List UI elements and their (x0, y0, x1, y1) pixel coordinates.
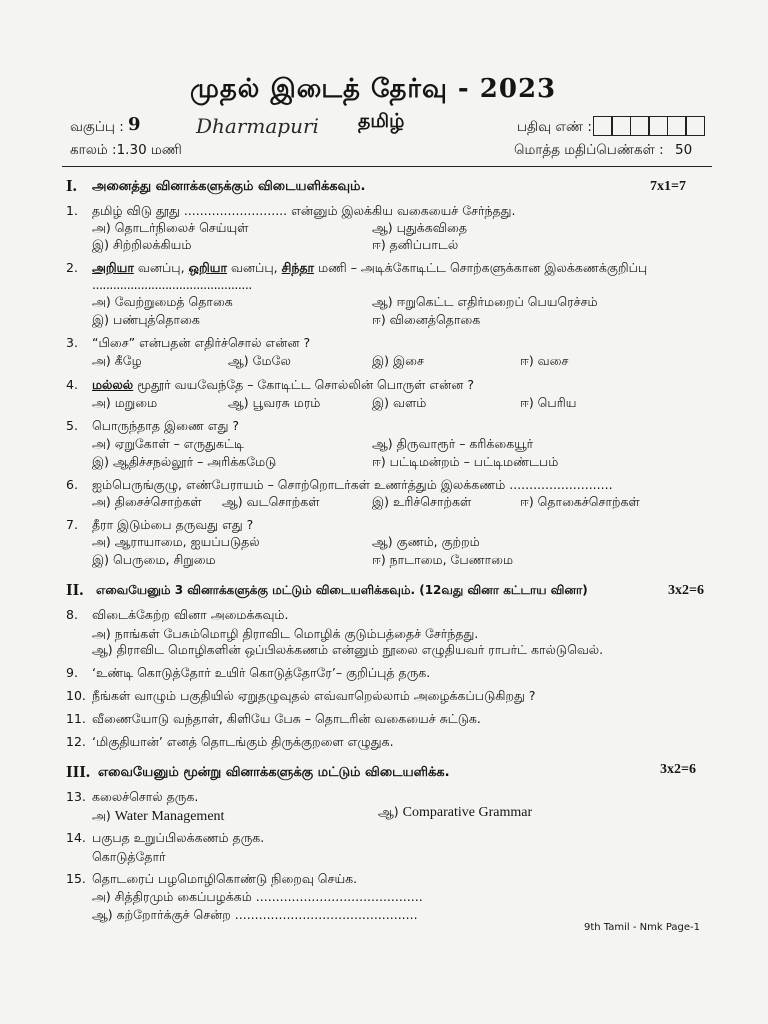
option-d: ஈ) தொகைச்சொற்கள் (520, 494, 640, 509)
question-text (92, 377, 474, 394)
option-b: ஆ) புதுக்கவிதை (372, 220, 467, 235)
class-label: வகுப்பு : (70, 119, 124, 135)
section-1-marks: 7x1=7 (650, 179, 686, 194)
given-word: கொடுத்தோர் (92, 849, 166, 864)
exam-title: முதல் இடைத் தேர்வு - 2023 (190, 74, 557, 104)
option-c: இ) சிற்றிலக்கியம் (92, 237, 192, 252)
answer-blank: .............................................. (92, 277, 252, 292)
register-box[interactable] (630, 116, 650, 136)
question-text: தீரா இடும்பை தருவது எது ? (92, 517, 254, 532)
section-2-numeral: II. (66, 580, 84, 599)
question-number: 3. (66, 335, 78, 350)
option-b: ஆ) மேலே (228, 353, 291, 368)
total-marks-value: 50 (675, 142, 693, 158)
duration-label: காலம் :1.30 மணி (70, 142, 182, 158)
underlined-word: மல்லல் (92, 377, 134, 392)
option-d: ஈ) தனிப்பாடல் (372, 237, 459, 252)
handwritten-district: Dharmapuri (196, 114, 319, 138)
question-number: 10. (66, 688, 86, 703)
question-number: 14. (66, 830, 86, 845)
question-number: 4. (66, 377, 78, 392)
total-marks-label: மொத்த மதிப்பெண்கள் : (514, 142, 664, 158)
question-number: 9. (66, 665, 78, 680)
question-number: 12. (66, 734, 86, 749)
option-b: ஆ) ஈறுகெட்ட எதிர்மறைப் பெயரெச்சம் (372, 294, 598, 309)
question-number: 1. (66, 203, 78, 218)
question-number: 13. (66, 789, 86, 804)
section-2-instruction: எவையேனும் 3 வினாக்களுக்கு மட்டும் விடையளிக்கவும். (12வது வினா கட்டாய வினா) (96, 583, 588, 597)
english-term: Water Management (114, 809, 225, 824)
option-a: அ) கீழே (92, 353, 142, 368)
register-box[interactable] (648, 116, 668, 136)
question-text-part: மணி – அடிக்கோடிட்ட சொற்களுக்கான இலக்கணக்குறிப்பு (314, 260, 648, 275)
question-text: ஐம்பெருங்குழு, எண்பேராயம் – சொற்றொடர்கள் உணர்த்தும் இலக்கணம் .......................... (92, 477, 613, 492)
section-1-numeral: I. (66, 176, 77, 195)
question-number: 11. (66, 711, 86, 726)
section-3-instruction: எவையேனும் மூன்று வினாக்களுக்கு மட்டும் விடையளிக்க. (98, 765, 450, 780)
option-prefix: ஆ) (378, 804, 399, 819)
option-c: இ) வளம் (372, 395, 427, 410)
option-b: ஆ) பூவரசு மரம் (228, 395, 321, 410)
option-b: ஆ) குணம், குற்றம் (372, 534, 480, 549)
option-d: ஈ) வசை (520, 353, 569, 368)
underlined-word: அறியா (92, 260, 134, 275)
option-a: அ) ஆராயாமை, ஐயப்படுதல் (92, 534, 260, 549)
question-number: 5. (66, 418, 78, 433)
question-number: 8. (66, 607, 78, 622)
option-d: ஈ) வினைத்தொகை (372, 312, 481, 327)
option-a: அ) மறுமை (92, 395, 158, 410)
register-box[interactable] (667, 116, 687, 136)
question-number: 6. (66, 477, 78, 492)
answer-line-b: ஆ) கற்றோர்க்குச் சென்ற .............................................. (92, 907, 418, 922)
question-text: “பிசை” என்பதன் எதிர்ச்சொல் என்ன ? (92, 335, 311, 350)
option-d: ஈ) நாடாமை, பேணாமை (372, 552, 514, 567)
register-number-label: பதிவு எண் : (517, 119, 592, 135)
section-3-marks: 3x2=6 (660, 762, 696, 777)
page-footer: 9th Tamil - Nmk Page-1 (584, 922, 701, 933)
question-text (92, 260, 647, 277)
answer-line-a: அ) சித்திரமும் கைப்பழக்கம் .......................................... (92, 889, 423, 904)
header-divider (62, 166, 712, 167)
option-c: இ) பண்புத்தொகை (92, 312, 200, 327)
question-number: 15. (66, 871, 86, 886)
option-c: இ) ஆதிச்சநல்லூர் – அரிக்கமேடு (92, 454, 277, 469)
question-text-part: மூதூர் வயவேந்தே – கோடிட்ட சொல்லின் பொருள் என்ன ? (133, 377, 475, 392)
option-b (378, 804, 532, 821)
question-text: பகுபத உறுப்பிலக்கணம் தருக. (92, 830, 265, 845)
underlined-word: சிந்தா (281, 260, 315, 275)
class-value: 9 (128, 114, 141, 135)
section-2-marks: 3x2=6 (668, 583, 704, 598)
option-c: இ) உரிச்சொற்கள் (372, 494, 472, 509)
option-d: ஈ) பெரிய (520, 395, 577, 410)
register-box[interactable] (593, 116, 613, 136)
register-number-boxes[interactable] (594, 116, 705, 136)
option-b: ஆ) திருவாரூர் – கரிக்கையூர் (372, 436, 534, 451)
option-a: அ) ஏறுகோள் – எருதுகட்டி (92, 436, 244, 451)
question-text: தொடரைப் பழமொழிகொண்டு நிறைவு செய்க. (92, 871, 358, 886)
option-a (92, 808, 224, 825)
question-text: தமிழ் விடு தூது .......................... என்னும் இலக்கிய வகையைச் சேர்ந்தது. (92, 203, 516, 218)
answer-line-b: ஆ) திராவிட மொழிகளின் ஒப்பிலக்கணம் என்னும் நூலை எழுதியவர் ராபர்ட் கால்டுவெல். (92, 642, 604, 657)
question-text: நீங்கள் வாழும் பகுதியில் ஏறுதழுவுதல் எவ்வாறெல்லாம் அழைக்கப்படுகிறது ? (92, 688, 536, 703)
underlined-word: ஒறியா (188, 260, 227, 275)
section-3-numeral: III. (66, 762, 91, 781)
question-number: 7. (66, 517, 78, 532)
option-b: ஆ) வடசொற்கள் (222, 494, 320, 509)
option-c: இ) இசை (372, 353, 424, 368)
question-number: 2. (66, 260, 78, 275)
question-text: ‘மிகுதியான்’ எனத் தொடங்கும் திருக்குறளை எழுதுக. (92, 734, 394, 749)
option-prefix: அ) (92, 808, 111, 823)
option-c: இ) பெருமை, சிறுமை (92, 552, 216, 567)
option-d: ஈ) பட்டிமன்றம் – பட்டிமண்டபம் (372, 454, 559, 469)
question-text: வீணையோடு வந்தாள், கிளியே பேசு – தொடரின் வகையைச் சுட்டுக. (92, 711, 481, 726)
question-text-part: வனப்பு, (227, 260, 282, 275)
answer-line-a: அ) நாங்கள் பேசும்மொழி திராவிட மொழிக் குடும்பத்தைச் சேர்ந்தது. (92, 626, 479, 641)
register-box[interactable] (685, 116, 705, 136)
section-1-instruction: அனைத்து வினாக்களுக்கும் விடையளிக்கவும். (92, 179, 366, 194)
option-a: அ) திசைச்சொற்கள் (92, 494, 202, 509)
register-box[interactable] (611, 116, 631, 136)
option-a: அ) தொடர்நிலைச் செய்யுள் (92, 220, 249, 235)
question-text: கலைச்சொல் தருக. (92, 789, 199, 804)
subject-name: தமிழ் (358, 110, 405, 132)
question-text: பொருந்தாத இணை எது ? (92, 418, 240, 433)
english-term: Comparative Grammar (402, 805, 533, 820)
option-a: அ) வேற்றுமைத் தொகை (92, 294, 233, 309)
question-text: விடைக்கேற்ற வினா அமைக்கவும். (92, 607, 289, 622)
question-text: ‘உண்டி கொடுத்தோர் உயிர் கொடுத்தோரே’– குறிப்புத் தருக. (92, 665, 431, 680)
question-text-part: வனப்பு, (133, 260, 189, 275)
